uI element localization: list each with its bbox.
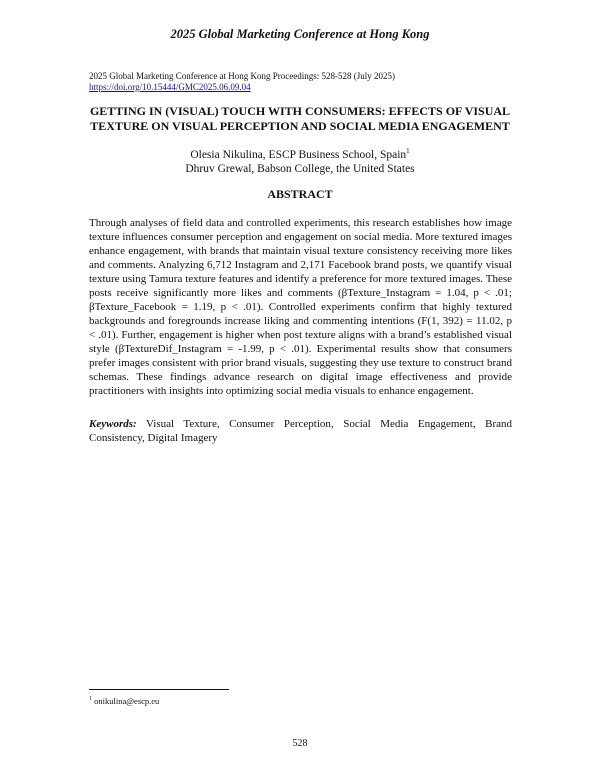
footnote-mark: 1 [406, 147, 410, 156]
doi-link[interactable]: https://doi.org/10.15444/GMC2025.06.09.04 [89, 82, 251, 92]
keywords-label: Keywords: [89, 418, 137, 430]
abstract-body: Through analyses of field data and controlled experiments, this research establishes how image texture influences consumer perception and engagement on social media. More textured images enhance engagement, with brands that maintain visual texture consistency receiving more likes and comments. Analyzing 6,712 Instagram and 2,171 Facebook brand posts, we quantify visual texture using Tamura texture features and identify a preference for more textured images. These posts receive significantly more likes and comments (βTexture_Instagram = 1.04, p < .01; βTexture_Facebook = 1.19, p < .01). Controlled experiments confirm that highly textured backgrounds and foregrounds increase liking and commenting intentions (F(1, 392) = 11.02, p < .01). Further, engagement is higher when post texture aligns with a brand’s established visual style (βTextureDif_Instagram = -1.99, p < .01). Experimental results show that consumers prefer images consistent with prior brand visuals, suggesting they use texture to construct brand schemas. These findings advance research on digital image effectiveness and provide practitioners with insights into optimizing social media visuals to enhance engagement. [89, 217, 512, 397]
page-number: 528 [292, 738, 308, 749]
proceedings-citation: 2025 Global Marketing Conference at Hong Kong Proceedings: 528-528 (July 2025) [89, 71, 395, 81]
proceedings-info [89, 71, 395, 93]
running-header: 2025 Global Marketing Conference at Hong Kong [170, 27, 430, 41]
author-line [0, 162, 600, 176]
footnote [89, 696, 159, 706]
author-line [0, 148, 600, 162]
author-affiliation: Dhruv Grewal, Babson College, the United States [185, 163, 415, 175]
footnote-mark: 1 [89, 696, 92, 703]
paper-title: GETTING IN (VISUAL) TOUCH WITH CONSUMERS: EFFECTS OF VISUAL TEXTURE ON VISUAL PERCEPTION AND SOCIAL MEDIA ENGAGEMENT [89, 104, 511, 133]
footnote-email: onikulina@escp.eu [94, 696, 160, 706]
keywords-section [89, 417, 512, 445]
keywords-text: Visual Texture, Consumer Perception, Social Media Engagement, Brand Consistency, Digital Imagery [89, 418, 512, 444]
footnote-divider [89, 689, 229, 690]
author-list [0, 148, 600, 176]
author-affiliation: Olesia Nikulina, ESCP Business School, Spain [190, 149, 407, 161]
abstract-heading: ABSTRACT [267, 187, 333, 201]
